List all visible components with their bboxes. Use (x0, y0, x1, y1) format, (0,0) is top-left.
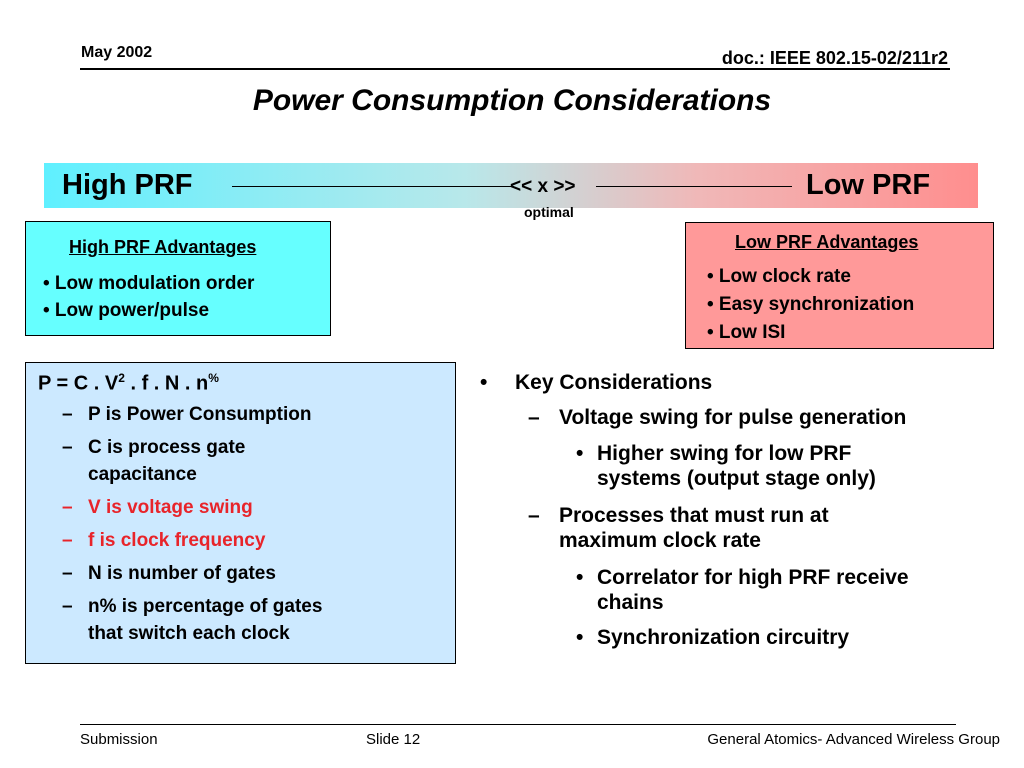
slide-title: Power Consumption Considerations (252, 84, 772, 117)
high-prf-advantage-item: • Low power/pulse (43, 300, 210, 321)
formula-term-item: – P is Power Consumption (62, 404, 312, 425)
footer-submission: Submission (80, 731, 158, 748)
kc-processes: Processes that must run at maximum clock rate (559, 504, 829, 552)
prf-optimal-marker: << x >> (510, 176, 576, 197)
kc-sub-bullet: • (576, 626, 584, 649)
key-considerations-heading: Key Considerations (515, 371, 713, 394)
kc-correlator: Correlator for high PRF receive chains (597, 566, 909, 614)
low-prf-advantages-box (685, 222, 994, 349)
formula-term-item: – C is process gate capacitance (62, 437, 246, 485)
footer-organization: General Atomics- Advanced Wireless Group (707, 731, 1000, 748)
low-prf-advantage-item: • Easy synchronization (707, 294, 915, 315)
kc-dash: – (528, 406, 540, 429)
header-date: May 2002 (81, 44, 153, 61)
power-formula: P = C . $V^2$ . f . N . n% (38, 371, 219, 395)
kc-sub-bullet: • (576, 566, 584, 589)
formula-term-item-highlighted: – f is clock frequency (62, 530, 266, 551)
kc-sub-bullet: • (576, 442, 584, 465)
footer-slide-number: Slide 12 (366, 731, 421, 748)
low-prf-advantage-item: • Low ISI (707, 322, 786, 343)
low-prf-advantages-heading: Low PRF Advantages (735, 232, 919, 252)
high-prf-advantages-box (25, 221, 331, 336)
footer-rule (80, 724, 956, 725)
high-prf-advantage-item: • Low modulation order (43, 273, 255, 294)
header-doc-id: doc.: IEEE 802.15-02/211r2 (721, 48, 948, 68)
prf-scale-line-left (232, 186, 514, 187)
key-considerations-bullet: • (480, 371, 488, 394)
kc-voltage-swing: Voltage swing for pulse generation (559, 406, 907, 429)
prf-optimal-label: optimal (524, 204, 574, 220)
high-prf-advantages-heading: High PRF Advantages (69, 237, 257, 257)
kc-synchronization: Synchronization circuitry (597, 626, 850, 649)
formula-term-item-highlighted: – V is voltage swing (62, 497, 253, 518)
low-prf-label: Low PRF (806, 169, 931, 201)
formula-term-item: – N is number of gates (62, 563, 276, 584)
power-formula-box (25, 362, 456, 664)
kc-higher-swing: Higher swing for low PRF systems (output stage only) (597, 442, 876, 490)
kc-dash: – (528, 504, 540, 527)
prf-scale-line-right (596, 186, 792, 187)
high-prf-label: High PRF (62, 169, 193, 201)
low-prf-advantage-item: • Low clock rate (707, 266, 851, 287)
formula-term-item: – n% is percentage of gates that switch each clock (62, 596, 323, 644)
header-rule (80, 68, 950, 70)
